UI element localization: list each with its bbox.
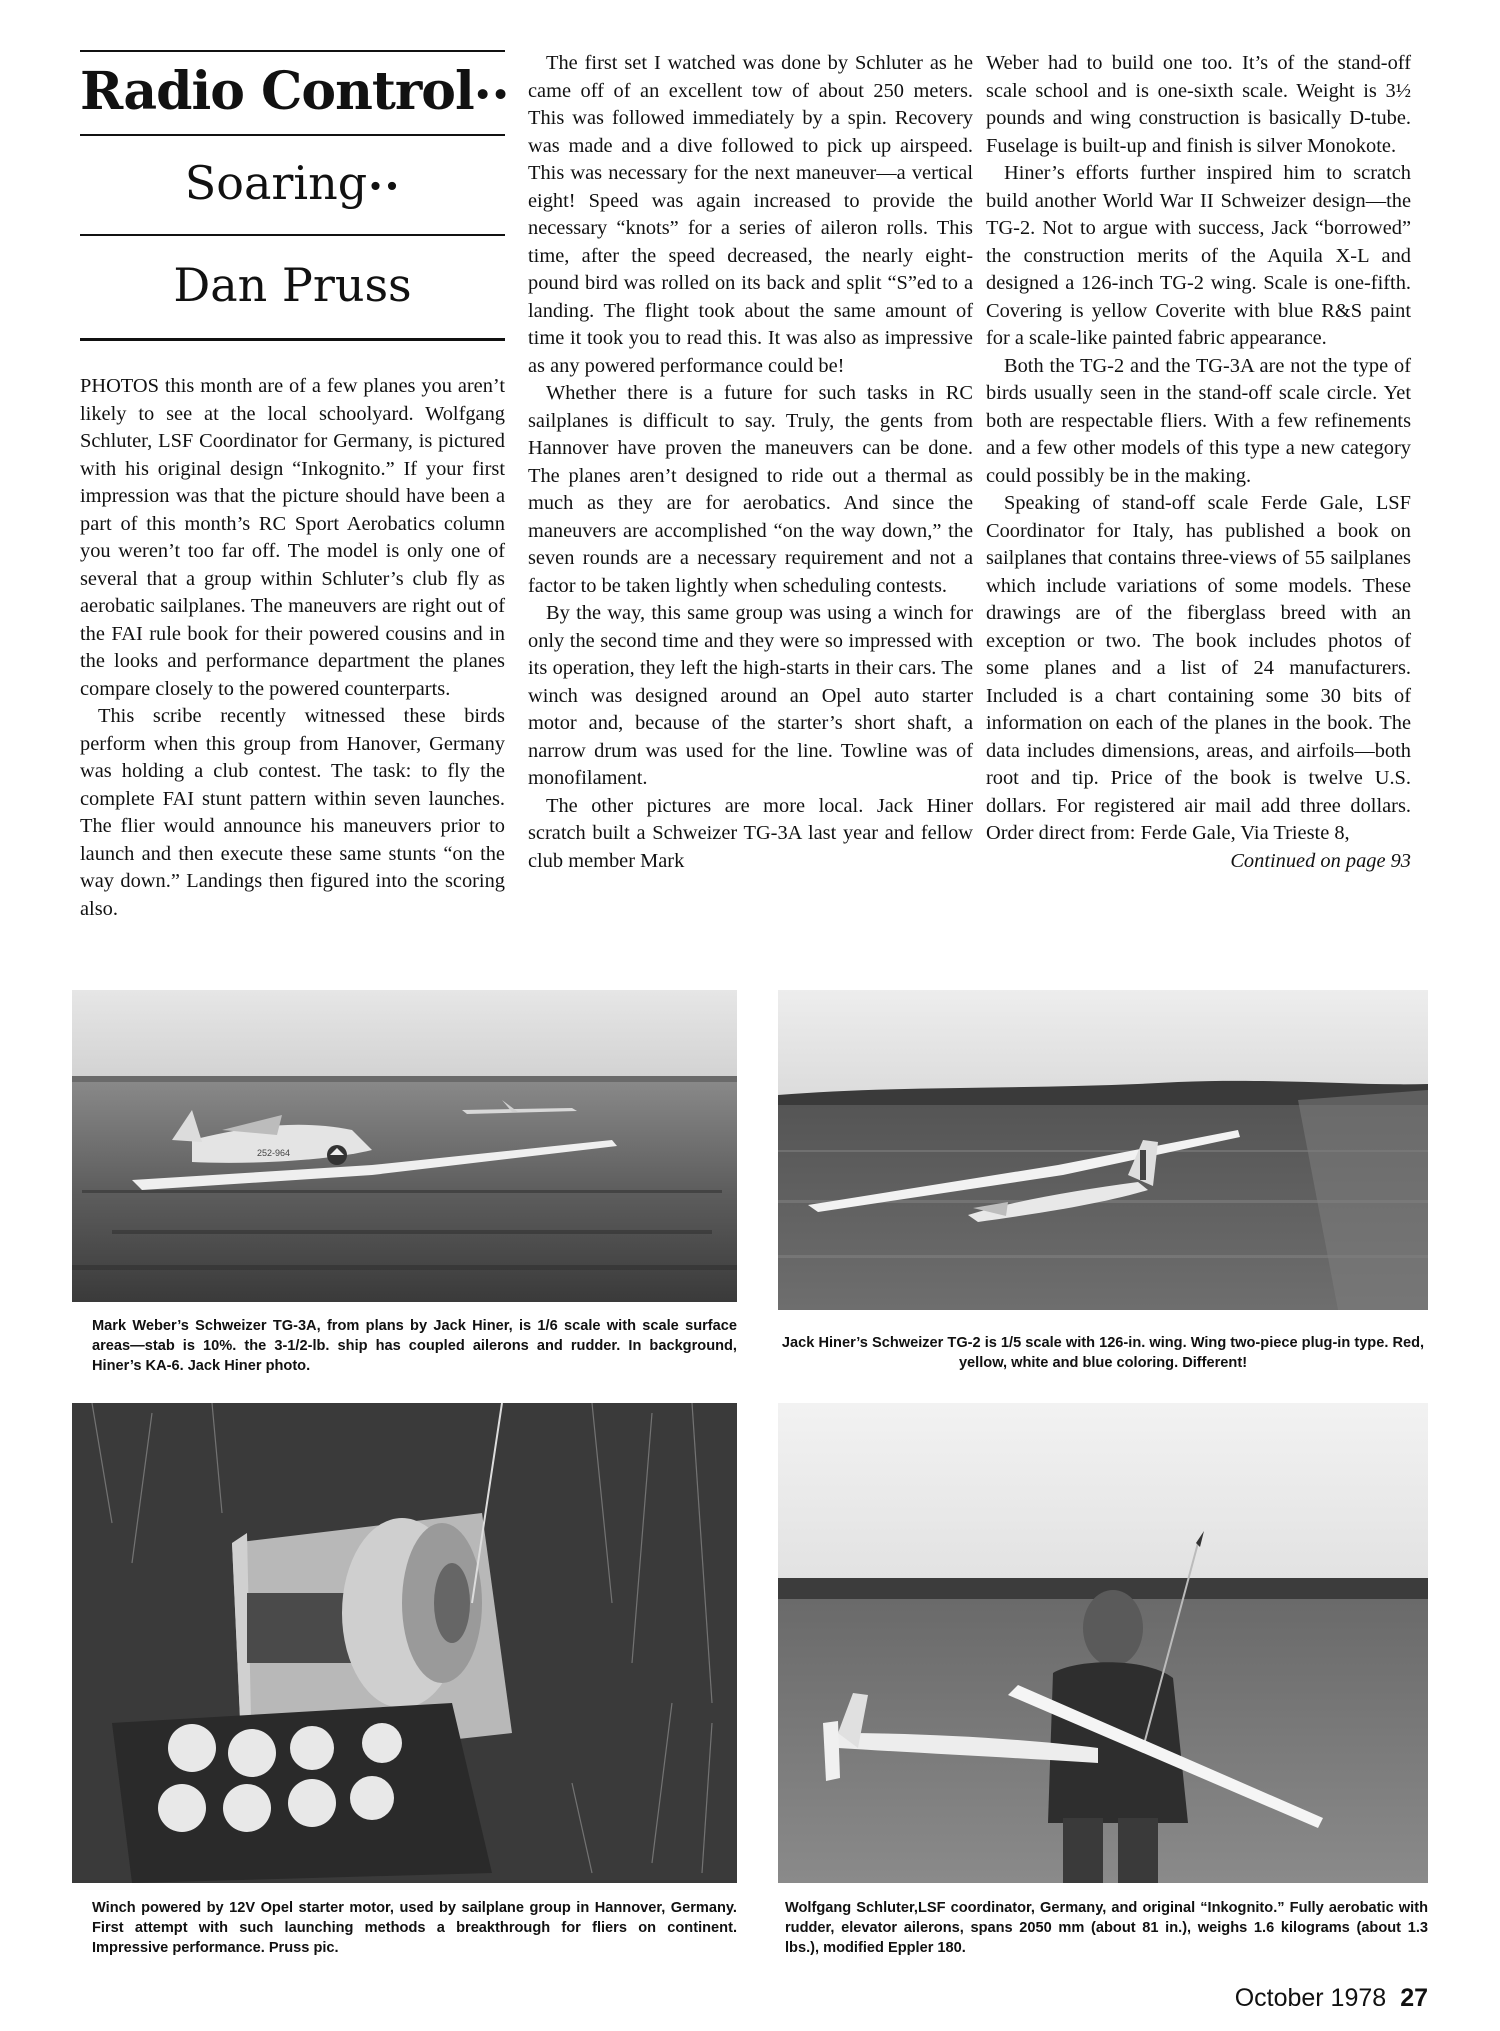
photo-tg3a-glider [72, 990, 737, 1302]
paragraph: PHOTOS this month are of a few planes you aren’t likely to see at the local schoolyard. Wolfgang Schluter, LSF Coordinator for Germany, is pictured with his original design “Inkognito.” If your first impression was that the picture should have been a part of this month’s RC Sport Aerobatics column you weren’t too far off. The model is only one of several that a group within Schluter’s club fly as aerobatic sailplanes. The maneuvers are right out of the FAI rule book for their powered cousins and in the looks and performance department the planes compare closely to the powered counterparts. [80, 375, 505, 700]
issue-date: October 1978 [1234, 1984, 1387, 2012]
paragraph: This scribe recently witnessed these birds perform when this group from Hanover, Germany was holding a club contest. The task: to fly the complete FAI stunt pattern within seven launches. The flier would announce his maneuvers prior to launch and then execute these same stunts “on the way down.” Landings then figured into the scoring also. [80, 705, 505, 920]
text-column-1 [80, 373, 505, 923]
paragraph: Speaking of stand-off scale Ferde Gale, LSF Coordinator for Italy, has published a book on sailplanes that contains three-views of 55 sailplanes which include variations of some models. These drawings are of the fiberglass breed with an exception or two. The book includes photos of some planes and a list of 24 manufacturers. Included is a chart containing some 30 bits of information on each of the planes in the book. The data includes dimensions, areas, and airfoils—both root and tip. Price of the book is twelve U.S. dollars. For registered air mail add three dollars. Order direct from: Ferde Gale, Via Trieste 8, [986, 492, 1411, 844]
caption-photo-1: Mark Weber’s Schweizer TG-3A, from plans by Jack Hiner, is 1/6 scale with scale surface areas—stab is 10%. the 3-1/2-lb. ship has coupled ailerons and rudder. In background, Hiner’s KA-6. Jack Hiner photo. [92, 1318, 737, 1374]
text-column-2 [528, 50, 973, 875]
caption-photo-2: Jack Hiner’s Schweizer TG-2 is 1/5 scale with 126-in. wing. Wing two-piece plug-in type. Red, yellow, white and blue coloring. Different! [781, 1335, 1425, 1371]
paragraph: Weber had to build one too. It’s of the stand-off scale school and is one-sixth scale. Weight is 3½ pounds and wing construction is basically D-tube. Fuselage is built-up and finish is silver Monokote. [986, 52, 1411, 157]
author-name: Dan Pruss [173, 258, 412, 312]
continued-note: Continued on page 93 [1230, 849, 1411, 872]
page-footer [1235, 1984, 1428, 2013]
text-column-3 [986, 50, 1411, 875]
caption-photo-4: Wolfgang Schluter,LSF coordinator, Germany, and original “Inkognito.” Fully aerobatic with rudder, elevator ailerons, spans 2050 mm (about 81 in.), weighs 1.6 kilograms (about 1.3 lbs.), modified Eppler 180. [785, 1900, 1428, 1956]
photo-winch [72, 1403, 737, 1883]
column-subtitle: Soaring•• [184, 156, 401, 210]
paragraph: Whether there is a future for such tasks in RC sailplanes is difficult to say. Truly, the gents from Hannover have proven the maneuvers can be done. The planes aren’t designed to ride out a thermal as much as they are for aerobatics. And since the maneuvers are accomplished “on the way down,” the seven rounds are a necessary requirement and not a factor to be taken lightly when scheduling contests. [528, 382, 973, 597]
page-number: 27 [1400, 1984, 1428, 2012]
paragraph: The other pictures are more local. Jack Hiner scratch built a Schweizer TG-3A last year and fellow club member Mark [528, 794, 973, 872]
paragraph: Hiner’s efforts further inspired him to scratch build another World War II Schweizer design—the TG-2. Not to argue with success, Jack “borrowed” the construction merits of the Aquila X-L and designed a 126-inch TG-2 wing. Scale is one-fifth. Covering is yellow Coverite with blue R&S paint for a scale-like painted fabric appearance. [986, 162, 1411, 349]
photo-tg2-glider [778, 990, 1428, 1310]
paragraph: The first set I watched was done by Schluter as he came off of an excellent tow of about 250 meters. This was followed immediately by a spin. Recovery was made and a dive followed to pick up airspeed. This was necessary for the next maneuver—a vertical eight! Speed was again increased to provide the necessary “knots” for a series of aileron rolls. This time, after the speed decreased, the nearly eight-pound bird was rolled on its back and split “S”ed to a landing. The flight took about the same amount of time it took you to read this. It was also as impressive as any powered performance could be! [528, 52, 973, 377]
paragraph: By the way, this same group was using a winch for only the second time and they were so impressed with its operation, they left the high-starts in their cars. The winch was designed around an Opel auto starter motor and, because of the starter’s short shaft, a narrow drum was used for the line. Towline was of monofilament. [528, 602, 973, 789]
caption-photo-3: Winch powered by 12V Opel starter motor, used by sailplane group in Hannover, Germany. First attempt with such launching methods a breakthrough for fliers on continent. Impressive performance. Pruss pic. [92, 1900, 737, 1956]
column-header [80, 50, 510, 341]
photo1-marking: 252-964 [257, 1148, 291, 1158]
column-title: Radio Control•• [80, 61, 510, 122]
paragraph: Both the TG-2 and the TG-3A are not the type of birds usually seen in the stand-off scale circle. Yet both are respectable fliers. With a few refinements and a few other models of this type a new category could possibly be in the making. [986, 354, 1411, 487]
photo-schluter-inkognito [778, 1403, 1428, 1883]
